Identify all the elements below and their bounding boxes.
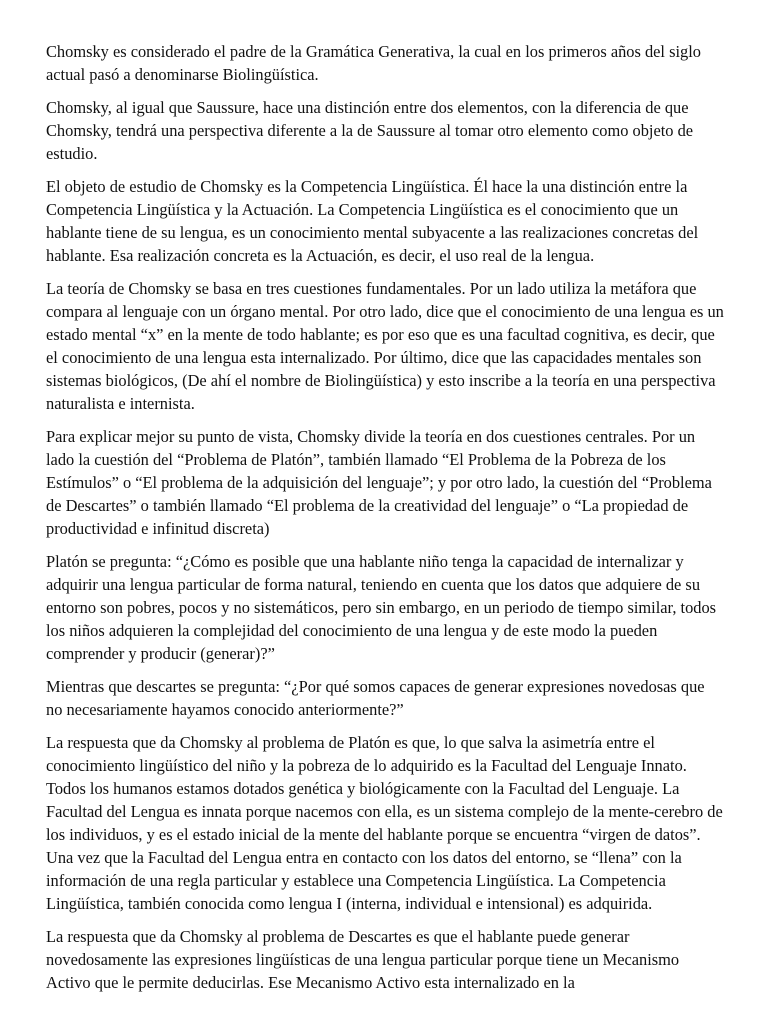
paragraph-4: La teoría de Chomsky se basa en tres cuestiones fundamentales. Por un lado utiliza la metáfora que compara al lenguaje con un órgano mental. Por otro lado, dice que el conocimiento de una lengua es un estado mental “x” en la mente de todo hablante; es por eso que es una facultad cognitiva, es decir, que el conocimiento de una lengua esta internalizado. Por último, dice que las capacidades mentales son sistemas biológicos, (De ahí el nombre de Biolingüística) y esto inscribe a la teoría en una perspectiva naturalista e internista.	[46, 279, 724, 413]
paragraph-2: Chomsky, al igual que Saussure, hace una distinción entre dos elementos, con la diferencia de que Chomsky, tendrá una perspectiva diferente a la de Saussure al tomar otro elemento como objeto de estudio.	[46, 98, 694, 163]
paragraph-8: La respuesta que da Chomsky al problema de Platón es que, lo que salva la asimetría entre el conocimiento lingüístico del niño y la pobreza de lo adquirido es la Facultad del Lenguaje Innato. Todos los humanos estamos dotados genética y biológicamente con la Facultad del Lenguaje. La Facultad del Lengua es innata porque nacemos con ella, es un sistema complejo de la mente-cerebro de los individuos, y es el estado inicial de la mente del hablante porque se encuentra “virgen de datos”. Una vez que la Facultad del Lengua entra en contacto con los datos del entorno, se “llena” con la información de una regla particular y establece una Competencia Lingüística. La Competencia Lingüística, también conocida como lengua I (interna, individual e intensional) es adquirida.	[46, 733, 723, 913]
paragraph-3: El objeto de estudio de Chomsky es la Competencia Lingüística. Él hace la una distinción entre la Competencia Lingüística y la Actuación. La Competencia Lingüística es el conocimiento que un hablante tiene de su lengua, es un conocimiento mental subyacente a las realizaciones concretas del hablante. Esa realización concreta es la Actuación, es decir, el uso real de la lengua.	[46, 177, 699, 265]
paragraph-6: Platón se pregunta: “¿Cómo es posible que una hablante niño tenga la capacidad de internalizar y adquirir una lengua particular de forma natural, teniendo en cuenta que los datos que adquiere de su entorno son pobres, pocos y no sistemáticos, pero sin embargo, en un periodo de tiempo similar, todos los niños adquieren la complejidad del conocimiento de una lengua y de este modo la pueden comprender y producir (generar)?”	[46, 552, 717, 663]
paragraph-7: Mientras que descartes se pregunta: “¿Por qué somos capaces de generar expresiones novedosas que no necesariamente hayamos conocido anteriormente?”	[46, 677, 705, 719]
paragraph-1: Chomsky es considerado el padre de la Gramática Generativa, la cual en los primeros años del siglo actual pasó a denominarse Biolingüística.	[46, 42, 701, 84]
paragraph-9: La respuesta que da Chomsky al problema de Descartes es que el hablante puede generar novedosamente las expresiones lingüísticas de una lengua particular porque tiene un Mecanismo Activo que le permite deducirlas. Ese Mecanismo Activo esta internalizado en la	[46, 927, 680, 992]
document-body	[46, 40, 724, 1004]
paragraph-5: Para explicar mejor su punto de vista, Chomsky divide la teoría en dos cuestiones centrales. Por un lado la cuestión del “Problema de Platón”, también llamado “El Problema de la Pobreza de los Estímulos” o “El problema de la adquisición del lenguaje”; y por otro lado, la cuestión del “Problema de Descartes” o también llamado “El problema de la creatividad del lenguaje” o “La propiedad de productividad e infinitud discreta)	[46, 427, 712, 538]
